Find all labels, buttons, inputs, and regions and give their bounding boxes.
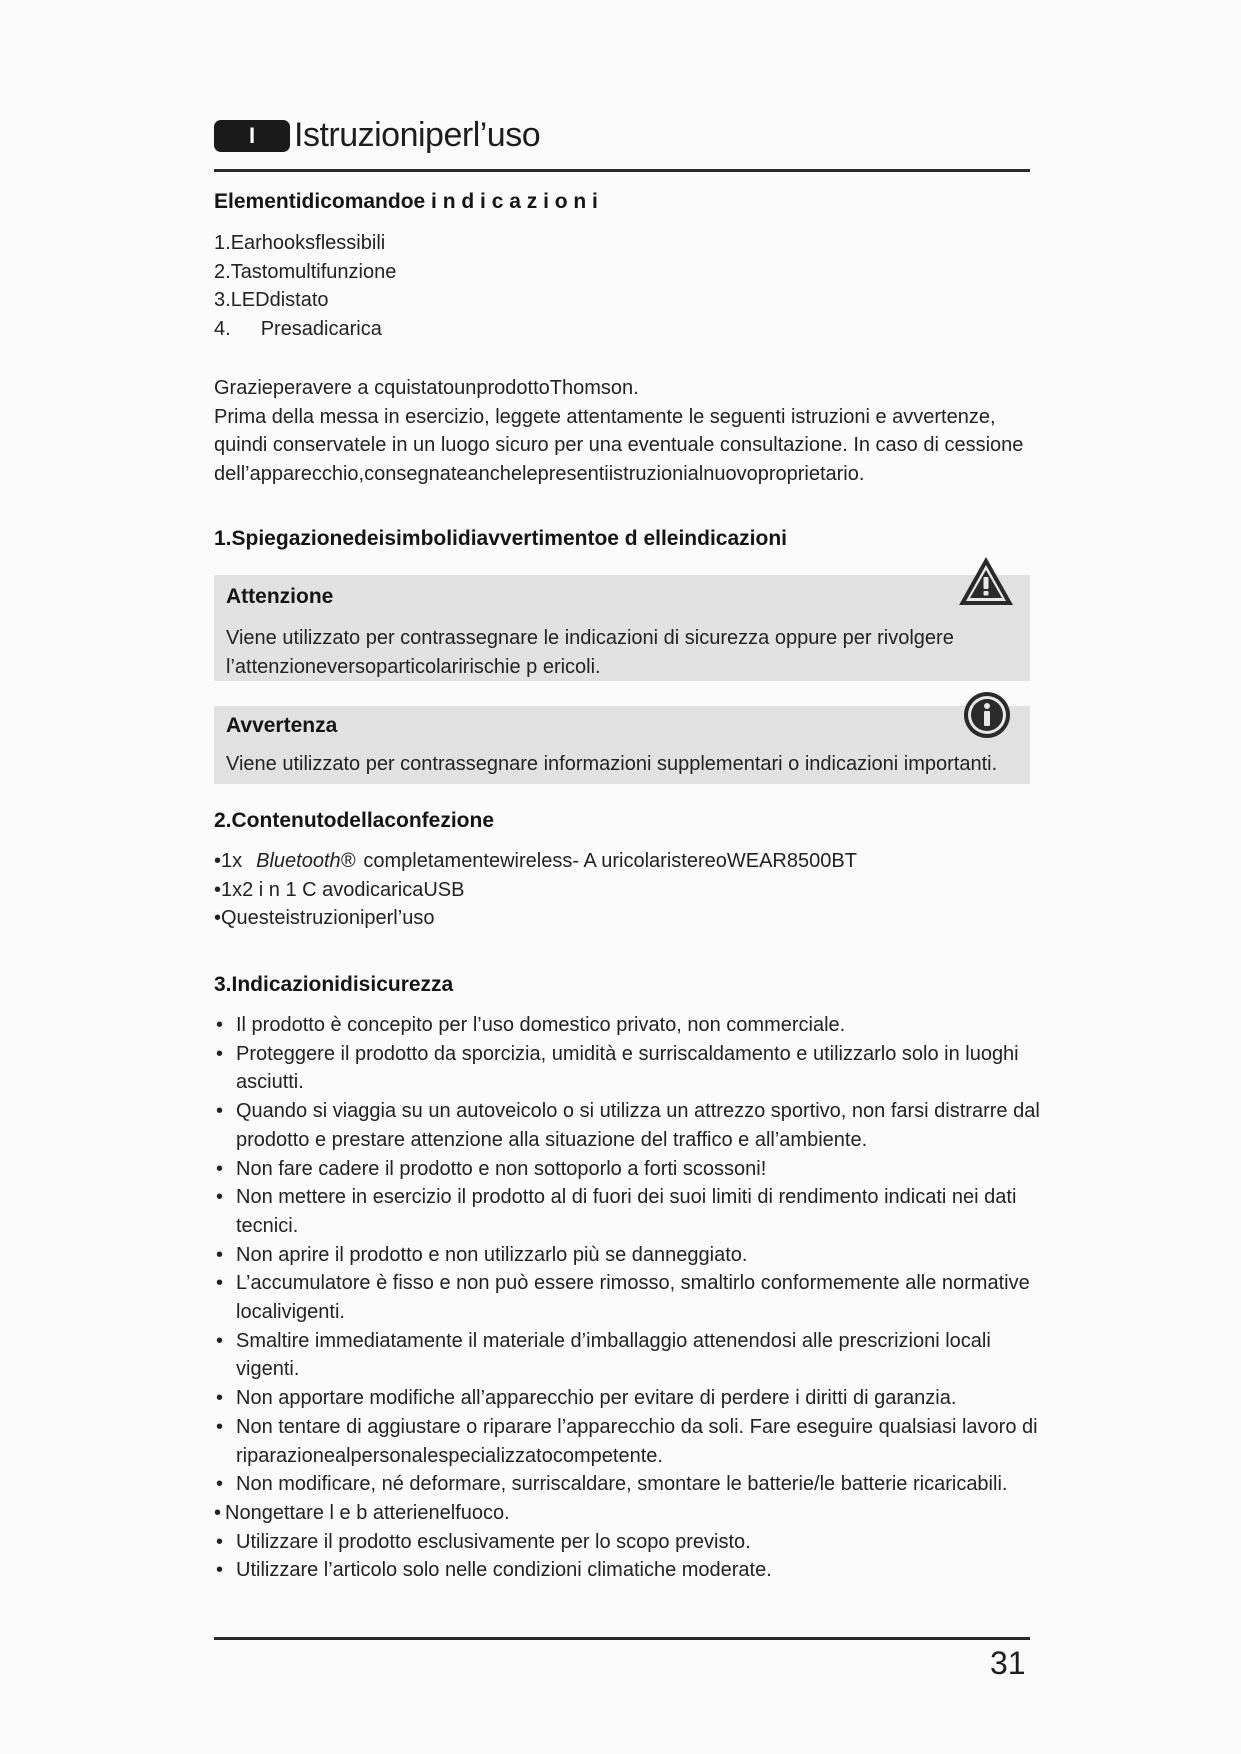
list-item-text: tecnici. [236, 1214, 299, 1237]
warning-title: Attenzione [226, 585, 334, 608]
header-divider [214, 169, 1030, 172]
page-header [214, 116, 540, 155]
bullet-icon: • [216, 1272, 224, 1295]
section3-heading: 3.Indicazionidisicurezza [214, 973, 454, 996]
intro-line: quindi conservatele in un luogo sicuro per una eventuale consultazione. In caso di cessione [214, 434, 1024, 456]
list-item: 4. Presadicarica [214, 317, 382, 340]
bullet-icon: • [214, 1501, 222, 1524]
list-item-text: localivigenti. [236, 1301, 345, 1324]
footer-divider [214, 1637, 1030, 1640]
list-item [214, 1040, 1036, 1097]
list-item [214, 1097, 1040, 1154]
list-item: 3.LEDdistato [214, 289, 329, 311]
note-text: Viene utilizzato per contrassegnare informazioni supplementari o indicazioni importanti. [226, 753, 998, 775]
controls-heading: Elementidicomandoe i n d i c a z i o n i [214, 190, 598, 213]
info-icon [962, 690, 1012, 740]
intro-paragraph [214, 374, 1023, 488]
bullet-icon: • [216, 1415, 224, 1438]
safety-list [214, 1011, 1040, 1585]
list-item-text: Il prodotto è concepito per l’uso domestico privato, non commerciale. [236, 1014, 846, 1036]
list-item [214, 1384, 1036, 1413]
package-contents [214, 847, 857, 933]
list-item-text: prodotto e prestare attenzione alla situazione del traffico e all’ambiente. [236, 1128, 868, 1151]
intro-line: dell’apparecchio,consegnateanchelepresentiistruzionialnuovoproprietario. [214, 462, 865, 485]
bullet-icon: • [216, 1243, 224, 1266]
note-title: Avvertenza [226, 714, 338, 737]
list-item-text: asciutti. [236, 1071, 304, 1094]
bullet-icon: • [216, 1329, 224, 1352]
bullet-icon: • [216, 1473, 224, 1496]
bullet-icon: • [216, 1042, 224, 1065]
list-item: 1.Earhooksflessibili [214, 232, 386, 254]
warning-triangle-icon [957, 555, 1015, 607]
list-item-text: Proteggere il prodotto da sporcizia, umidità e surriscaldamento e utilizzarlo solo in luoghi [236, 1042, 1019, 1065]
list-item-text: Nongettare l e b atterienelfuoco. [225, 1501, 510, 1524]
list-item-text: Smaltire immediatamente il materiale d’imballaggio attenendosi alle prescrizioni locali [236, 1329, 991, 1352]
list-item [214, 1470, 1036, 1499]
list-item-text: Non modificare, né deformare, surriscaldare, smontare le batterie/le batterie ricaricabili. [236, 1473, 1008, 1496]
page-number: 31 [990, 1645, 1026, 1681]
bullet-icon: • [216, 1559, 224, 1582]
section1-heading: 1.Spiegazionedeisimbolidiavvertimentoe d elleindicazioni [214, 527, 787, 550]
intro-line: Grazieperavere a cquistatounprodottoThomson. [214, 377, 639, 399]
list-item: •Questeistruzioniperl’uso [214, 907, 435, 929]
list-item [214, 1155, 1036, 1184]
warning-text: Viene utilizzato per contrassegnare le indicazioni di sicurezza oppure per rivolgere l’attenzioneversoparticolaririschie p ericoli. [226, 627, 954, 678]
page-title: Istruzioniperl’uso [294, 116, 541, 154]
bullet-icon: • [216, 1387, 224, 1410]
controls-list [214, 229, 396, 343]
intro-line: Prima della messa in esercizio, leggete attentamente le seguenti istruzioni e avvertenze, [214, 405, 996, 428]
list-item-text: Utilizzare l’articolo solo nelle condizioni climatiche moderate. [236, 1559, 772, 1582]
list-item-text: vigenti. [236, 1358, 300, 1381]
list-item [214, 1269, 1036, 1326]
bullet-icon: • [216, 1014, 224, 1036]
list-item [214, 1499, 1025, 1528]
list-item: 2.Tastomultifunzione [214, 260, 397, 283]
list-item-text: Non apportare modifiche all’apparecchio per evitare di perdere i diritti di garanzia. [236, 1387, 957, 1410]
list-item [214, 1413, 1036, 1470]
list-item-text: Quando si viaggia su un autoveicolo o si utilizza un attrezzo sportivo, non farsi distrarre dal [236, 1100, 1040, 1123]
list-item: •1x2 i n 1 C avodicaricaUSB [214, 878, 465, 901]
list-item-text: Utilizzare il prodotto esclusivamente per lo scopo previsto. [236, 1530, 751, 1553]
list-item-text: Non aprire il prodotto e non utilizzarlo più se danneggiato. [236, 1243, 748, 1266]
list-item [214, 1241, 1036, 1270]
list-item-text: riparazionealpersonalespecializzatocompetente. [236, 1444, 663, 1467]
list-item: •1x Bluetooth® completamentewireless- A uricolaristereoWEAR8500BT [214, 850, 857, 872]
bullet-icon: • [216, 1100, 224, 1123]
list-item [214, 1528, 1036, 1557]
warning-box [214, 575, 1030, 681]
list-item-text: Non fare cadere il prodotto e non sottoporlo a forti scossoni! [236, 1157, 767, 1180]
list-item [214, 1011, 1036, 1040]
bullet-icon: • [216, 1530, 224, 1553]
bullet-icon: • [216, 1186, 224, 1209]
list-item-text: L’accumulatore è fisso e non può essere rimosso, smaltirlo conformemente alle normative [236, 1272, 1030, 1295]
list-item [214, 1327, 1036, 1384]
list-item-text: Non tentare di aggiustare o riparare l’apparecchio da soli. Fare eseguire qualsiasi lavoro di [236, 1415, 1038, 1438]
list-item [214, 1183, 1036, 1240]
section2-heading: 2.Contenutodellaconfezione [214, 809, 495, 832]
language-badge: I [214, 120, 290, 152]
list-item-text: Non mettere in esercizio il prodotto al di fuori dei suoi limiti di rendimento indicati nei dati [236, 1186, 1017, 1209]
note-box [214, 706, 1030, 784]
list-item [214, 1556, 1036, 1585]
bullet-icon: • [216, 1157, 224, 1180]
